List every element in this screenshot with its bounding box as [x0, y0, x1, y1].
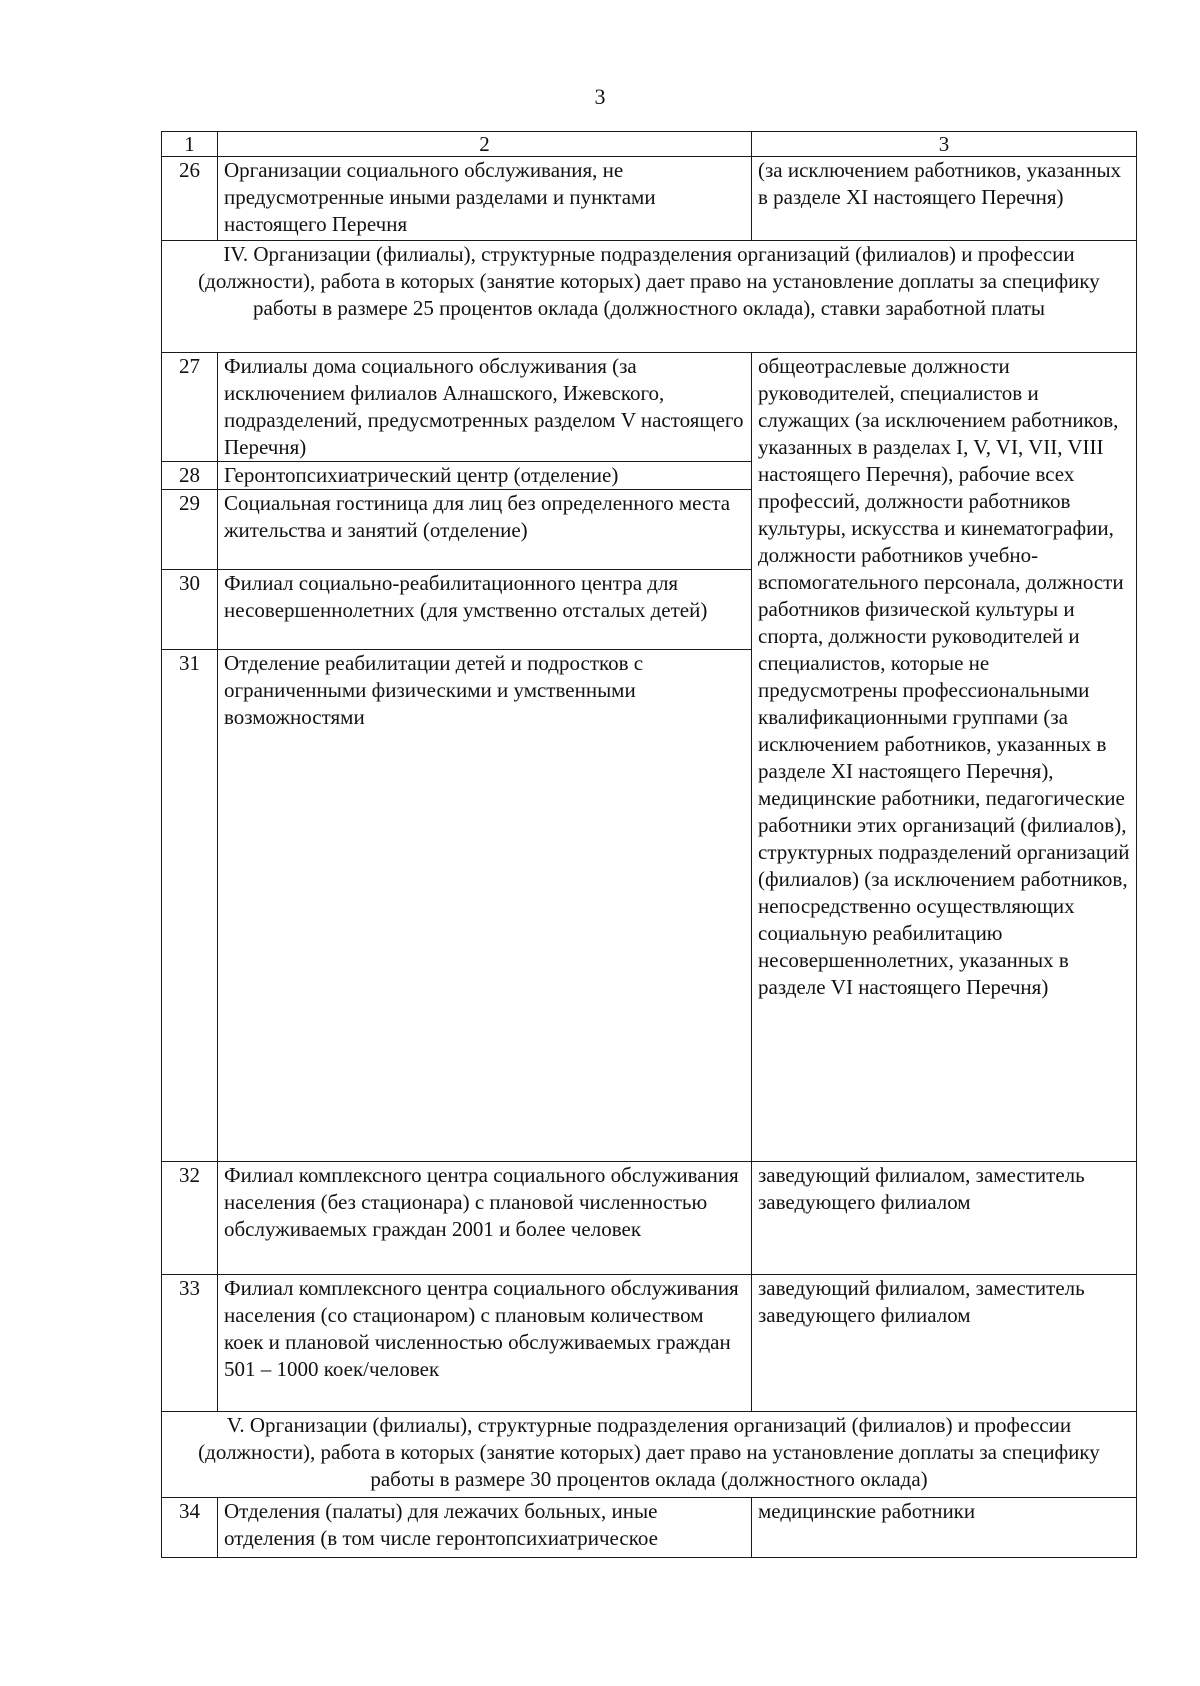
row-number: 34 — [162, 1498, 218, 1558]
row-number: 28 — [162, 462, 218, 490]
column-header-1: 1 — [162, 132, 218, 157]
organization-cell: Филиалы дома социального обслуживания (за исключением филиалов Алнашского, Ижевского, подразделений, предусмотренных разделом V настоящего Перечня) — [218, 353, 752, 462]
table-header-row — [162, 132, 1137, 157]
column-header-2: 2 — [218, 132, 752, 157]
table-row — [162, 157, 1137, 241]
row-number: 31 — [162, 650, 218, 1162]
row-number: 29 — [162, 490, 218, 570]
organization-cell: Филиал социально-реабилитационного центра для несовершеннолетних (для умственно отсталых детей) — [218, 570, 752, 650]
column-header-3: 3 — [752, 132, 1137, 157]
organization-cell: Отделения (палаты) для лежачих больных, иные отделения (в том числе геронтопсихиатрическое — [218, 1498, 752, 1558]
row-number: 27 — [162, 353, 218, 462]
organization-cell: Отделение реабилитации детей и подростков с ограниченными физическими и умственными возможностями — [218, 650, 752, 1162]
organization-cell: Социальная гостиница для лиц без определенного места жительства и занятий (отделение) — [218, 490, 752, 570]
section-iv-heading: IV. Организации (филиалы), структурные подразделения организаций (филиалов) и профессии (должности), работа в которых (занятие которых) дает право на установление доплаты за специфику работы в размере 25 процентов оклада (должностного оклада), ставки заработной платы — [162, 241, 1137, 353]
row-number: 33 — [162, 1275, 218, 1412]
organization-cell: Геронтопсихиатрический центр (отделение) — [218, 462, 752, 490]
staff-cell: (за исключением работников, указанных в разделе XI настоящего Перечня) — [752, 157, 1137, 241]
staff-cell: медицинские работники — [752, 1498, 1137, 1558]
table-row — [162, 1275, 1137, 1412]
row-number: 32 — [162, 1162, 218, 1275]
staff-cell-group: общеотраслевые должности руководителей, специалистов и служащих (за исключением работников, указанных в разделах I, V, VI, VII, VIII настоящего Перечня), рабочие всех профессий, должности работников культуры, искусства и кинематографии, должности работников учебно-вспомогательного персонала, должности работников физической культуры и спорта, должности руководителей и специалистов, которые не предусмотрены профессиональными квалификационными группами (за исключением работников, указанных в разделе XI настоящего Перечня), медицинские работники, педагогические работники этих организаций (филиалов), структурных подразделений организаций (филиалов) (за исключением работников, непосредственно осуществляющих социальную реабилитацию несовершеннолетних, указанных в разделе VI настоящего Перечня) — [752, 353, 1137, 1162]
section-heading-row — [162, 241, 1137, 353]
table-row — [162, 1162, 1137, 1275]
section-v-heading: V. Организации (филиалы), структурные подразделения организаций (филиалов) и профессии (должности), работа в которых (занятие которых) дает право на установление доплаты за специфику работы в размере 30 процентов оклада (должностного оклада) — [162, 1412, 1137, 1498]
positions-table — [161, 131, 1137, 1558]
table-row — [162, 1498, 1137, 1558]
section-heading-row — [162, 1412, 1137, 1498]
organization-cell: Филиал комплексного центра социального обслуживания населения (без стационара) с плановой численностью обслуживаемых граждан 2001 и более человек — [218, 1162, 752, 1275]
page-number: 3 — [594, 84, 606, 109]
organization-cell: Филиал комплексного центра социального обслуживания населения (со стационаром) с плановым количеством коек и плановой численностью обслуживаемых граждан 501 – 1000 коек/человек — [218, 1275, 752, 1412]
organization-cell: Организации социального обслуживания, не предусмотренные иными разделами и пунктами настоящего Перечня — [218, 157, 752, 241]
row-number: 26 — [162, 157, 218, 241]
staff-cell: заведующий филиалом, заместитель заведующего филиалом — [752, 1162, 1137, 1275]
table-row — [162, 353, 1137, 462]
row-number: 30 — [162, 570, 218, 650]
staff-cell: заведующий филиалом, заместитель заведующего филиалом — [752, 1275, 1137, 1412]
